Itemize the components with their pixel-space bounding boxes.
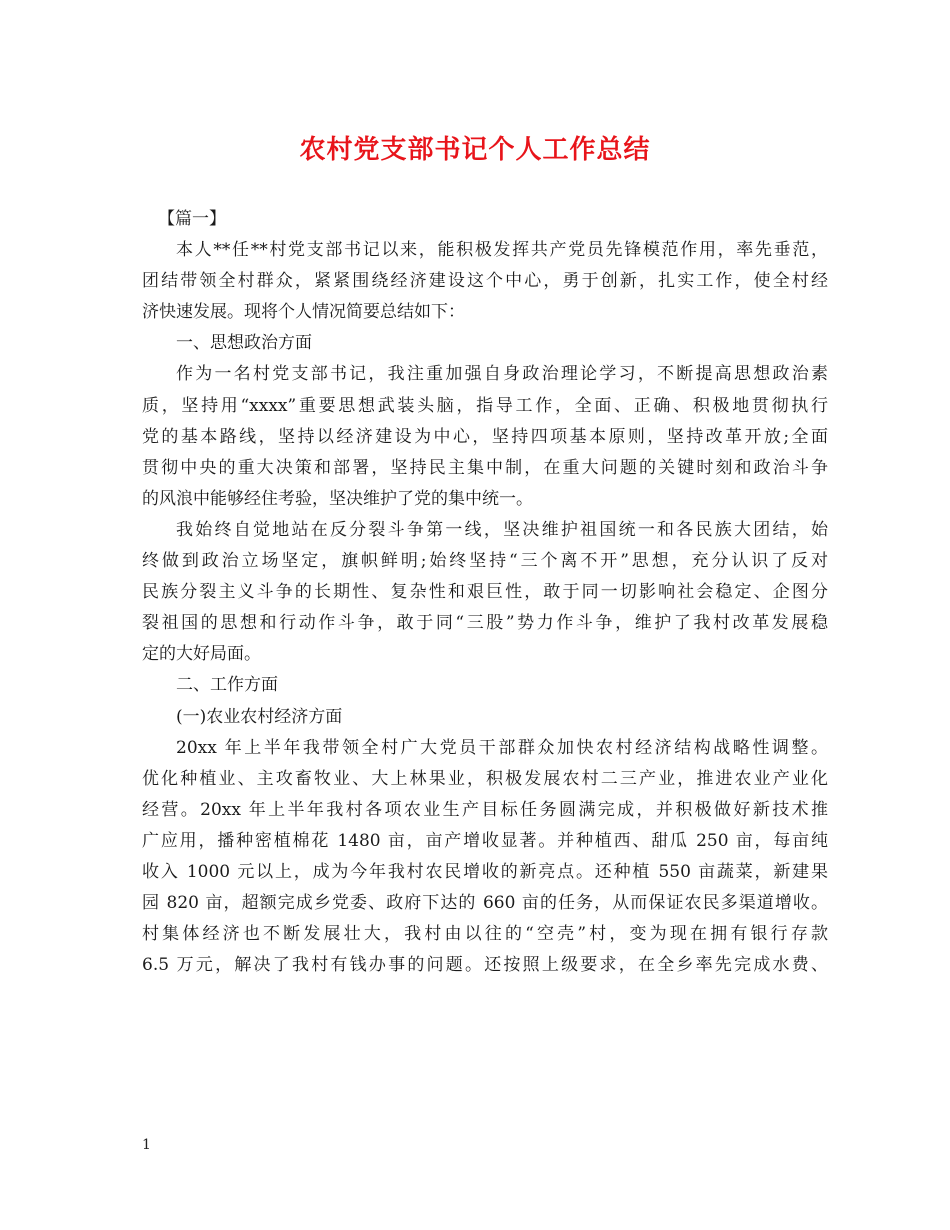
paragraph-line: 团结带领全村群众，紧紧围绕经济建设这个中心，勇于创新，扎实工作，使全村经 bbox=[142, 271, 828, 292]
paragraph-line: 裂祖国的思想和行动作斗争，敢于同“三股”势力作斗争，维护了我村改革发展稳 bbox=[142, 613, 828, 634]
paragraph-line: 贯彻中央的重大决策和部署，坚持民主集中制，在重大问题的关键时刻和政治斗争 bbox=[142, 457, 828, 478]
paragraph-line: 作为一名村党支部书记，我注重加强自身政治理论学习，不断提高思想政治素 bbox=[176, 364, 828, 385]
paragraph-line: 本人**任**村党支部书记以来，能积极发挥共产党员先锋模范作用，率先垂范， bbox=[176, 240, 828, 261]
paragraph-line: 园 820 亩，超额完成乡党委、政府下达的 660 亩的任务，从而保证农民多渠道增收。 bbox=[142, 893, 828, 914]
document-body bbox=[142, 204, 828, 981]
paragraph-line: 定的大好局面。 bbox=[142, 644, 261, 665]
paragraph-line: 我始终自觉地站在反分裂斗争第一线，坚决维护祖国统一和各民族大团结，始 bbox=[176, 519, 828, 540]
paragraph-line: 民族分裂主义斗争的长期性、复杂性和艰巨性，敢于同一切影响社会稳定、企图分 bbox=[142, 582, 828, 603]
paragraph-line: 6.5 万元，解决了我村有钱办事的问题。还按照上级要求，在全乡率先完成水费、 bbox=[142, 955, 828, 976]
section-label: 【篇一】 bbox=[158, 209, 226, 229]
paragraph-line: 收入 1000 元以上，成为今年我村农民增收的新亮点。还种植 550 亩蔬菜，新建果 bbox=[142, 861, 828, 882]
paragraph-line: 优化种植业、主攻畜牧业、大上林果业，积极发展农村二三产业，推进农业产业化 bbox=[142, 768, 828, 789]
page-number: 1 bbox=[142, 1137, 151, 1153]
paragraph-line: 济快速发展。现将个人情况简要总结如下： bbox=[142, 302, 465, 323]
paragraph-line: 广应用，播种密植棉花 1480 亩，亩产增收显著。并种植西、甜瓜 250 亩，每亩纯 bbox=[142, 830, 828, 851]
paragraph-line: 质，坚持用“xxxx”重要思想武装头脑，指导工作，全面、正确、积极地贯彻执行 bbox=[142, 395, 828, 416]
section-heading-work: 二、工作方面 bbox=[176, 675, 278, 696]
paragraph-line: 村集体经济也不断发展壮大，我村由以往的“空壳”村，变为现在拥有银行存款 bbox=[142, 924, 828, 945]
paragraph-line: 20xx 年上半年我带领全村广大党员干部群众加快农村经济结构战略性调整。 bbox=[176, 737, 828, 758]
paragraph-line: 党的基本路线，坚持以经济建设为中心，坚持四项基本原则，坚持改革开放;全面 bbox=[142, 426, 828, 447]
document-title: 农村党支部书记个人工作总结 bbox=[299, 135, 651, 165]
paragraph-line: 经营。20xx 年上半年我村各项农业生产目标任务圆满完成，并积极做好新技术推 bbox=[142, 799, 828, 820]
paragraph-line: 的风浪中能够经住考验，坚决维护了党的集中统一。 bbox=[142, 488, 533, 509]
subsection-heading-agriculture: (一)农业农村经济方面 bbox=[176, 706, 343, 727]
section-heading-ideology: 一、思想政治方面 bbox=[176, 333, 312, 354]
paragraph-line: 终做到政治立场坚定，旗帜鲜明;始终坚持“三个离不开”思想，充分认识了反对 bbox=[142, 551, 828, 572]
